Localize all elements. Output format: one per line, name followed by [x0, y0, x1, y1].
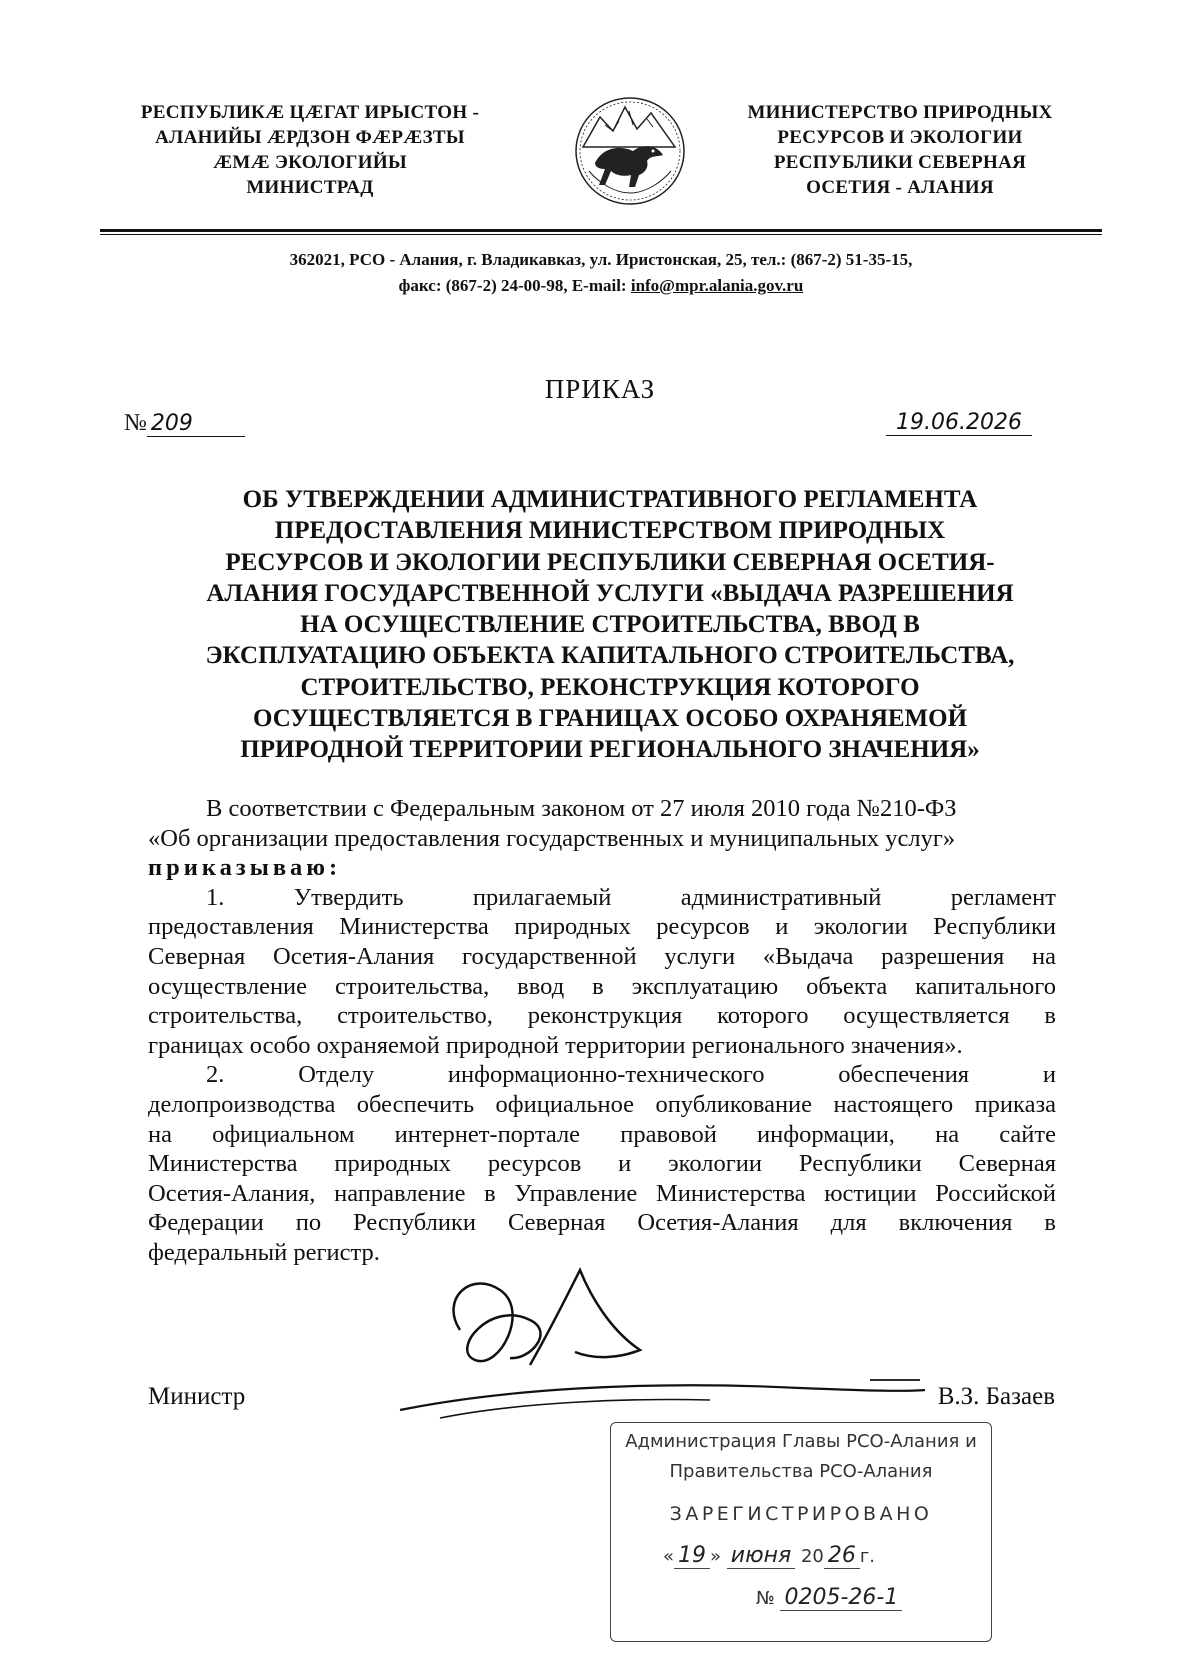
preamble-line: В соответствии с Федеральным законом от 27 июля 2010 года №210-ФЗ — [206, 795, 957, 822]
header-left-line: РЕСПУБЛИКÆ ЦÆГАТ ИРЫСТОН - — [140, 102, 480, 123]
stamp-year-suffix: 26 — [824, 1543, 860, 1569]
stamp-authority-line: Администрация Главы РСО-Алания и — [625, 1431, 977, 1452]
stamp-number-prefix: № — [756, 1588, 775, 1609]
signer-name: В.З. Базаев — [937, 1383, 1055, 1410]
heading-line: РЕСУРСОВ И ЭКОЛОГИИ РЕСПУБЛИКИ СЕВЕРНАЯ ОСЕТИЯ- — [225, 548, 995, 576]
item-2-line-last: федеральный регистр. — [148, 1238, 380, 1266]
item-1-line: Северная Осетия-Алания государственной услуги «Выдача разрешения на — [148, 942, 1056, 970]
header-left-ossetian — [110, 100, 510, 200]
heading-line: ОСУЩЕСТВЛЯЕТСЯ В ГРАНИЦАХ ОСОБО ОХРАНЯЕМОЙ — [252, 705, 968, 733]
item-1-line: строительства, строительство, реконструкция которого осуществляется в — [148, 1002, 1056, 1030]
item-2-line: Осетия-Алания, направление в Управление Министерства юстиции Российской — [148, 1179, 1056, 1207]
header-right-line: МИНИСТЕРСТВО ПРИРОДНЫХ — [747, 102, 1053, 123]
item-1-line: осуществление строительства, ввод в эксплуатацию объекта капитального — [148, 972, 1056, 1000]
item-1-line: предоставления Министерства природных ресурсов и экологии Республики — [148, 913, 1056, 941]
stamp-registered-label: ЗАРЕГИСТРИРОВАНО — [669, 1503, 933, 1525]
order-title: ПРИКАЗ — [544, 374, 656, 404]
email-link[interactable]: info@mpr.alania.gov.ru — [630, 276, 804, 295]
stamp-number-handwritten: 0205-26-1 — [780, 1585, 902, 1611]
item-2-line: Министерства природных ресурсов и экологии Республики Северная — [148, 1150, 1056, 1178]
header-divider-thick — [100, 229, 1102, 232]
header-divider-thin — [100, 234, 1102, 235]
stamp-authority-line: Правительства РСО-Алания — [669, 1461, 933, 1482]
heading-line: АЛАНИЯ ГОСУДАРСТВЕННОЙ УСЛУГИ «ВЫДАЧА РАЗРЕШЕНИЯ — [206, 579, 1014, 607]
republic-emblem-icon — [565, 95, 695, 207]
stamp-reg-number — [756, 1585, 902, 1610]
order-body — [148, 794, 1056, 1268]
stamp-year-prefix: 20 — [800, 1546, 824, 1567]
item-2-line: 2. Отделу информационно-технического обеспечения и — [206, 1061, 1056, 1089]
order-number-handwritten: 209 — [147, 411, 245, 437]
stamp-year-unit: г. — [859, 1546, 876, 1567]
stamp-day: 19 — [674, 1543, 710, 1569]
signer-position: Министр — [148, 1383, 246, 1410]
heading-line: ПРЕДОСТАВЛЕНИЯ МИНИСТЕРСТВОМ ПРИРОДНЫХ — [274, 517, 946, 545]
item-1-line: 1. Утвердить прилагаемый административный регламент — [206, 883, 1056, 911]
item-2-line: на официальном интернет-портале правовой информации, на сайте — [148, 1120, 1056, 1148]
preamble-line: «Об организации предоставления государственных и муниципальных услуг» — [148, 824, 956, 852]
order-date-handwritten: 19.06.2026 — [886, 410, 1032, 436]
contact-line — [100, 276, 1102, 296]
stamp-date: « 19 » июня 20 26 г. — [663, 1543, 876, 1568]
order-number — [124, 410, 245, 437]
heading-line: ПРИРОДНОЙ ТЕРРИТОРИИ РЕГИОНАЛЬНОГО ЗНАЧЕНИЯ» — [240, 736, 980, 764]
fax-label: факс: (867-2) 24-00-98, E-mail: — [398, 276, 631, 295]
heading-line: ОБ УТВЕРЖДЕНИИ АДМИНИСТРАТИВНОГО РЕГЛАМЕНТА — [242, 486, 978, 513]
stamp-month: июня — [727, 1543, 795, 1569]
header-right-line: ОСЕТИЯ - АЛАНИЯ — [806, 177, 994, 198]
header-left-line: МИНИСТРАД — [246, 177, 374, 198]
heading-line: СТРОИТЕЛЬСТВО, РЕКОНСТРУКЦИЯ КОТОРОГО — [300, 673, 920, 701]
header-right-russian — [715, 100, 1085, 200]
item-2-line: Федерации по Республики Северная Осетия-Алания для включения в — [148, 1209, 1056, 1237]
order-word: приказываю: — [148, 854, 342, 882]
header-left-line: ÆМÆ ЭКОЛОГИЙЫ — [213, 152, 407, 173]
order-heading — [140, 484, 1080, 766]
registration-stamp — [610, 1422, 992, 1642]
heading-line: НА ОСУЩЕСТВЛЕНИЕ СТРОИТЕЛЬСТВА, ВВОД В — [300, 611, 920, 639]
address-line: 362021, РСО - Алания, г. Владикавказ, ул. Иристонская, 25, тел.: (867-2) 51-35-15, — [289, 250, 913, 269]
order-number-prefix: № — [124, 410, 147, 436]
item-1-line-last: границах особо охраняемой природной территории регионального значения». — [148, 1031, 963, 1059]
header-left-line: АЛАНИЙЫ ÆРДЗОН ФÆРÆЗТЫ — [155, 127, 465, 148]
heading-line: ЭКСПЛУАТАЦИЮ ОБЪЕКТА КАПИТАЛЬНОГО СТРОИТЕЛЬСТВА, — [205, 642, 1015, 670]
header-right-line: РЕСПУБЛИКИ СЕВЕРНАЯ — [773, 152, 1027, 173]
item-2-line: делопроизводства обеспечить официальное опубликование настоящего приказа — [148, 1090, 1056, 1118]
header-right-line: РЕСУРСОВ И ЭКОЛОГИИ — [777, 127, 1023, 148]
